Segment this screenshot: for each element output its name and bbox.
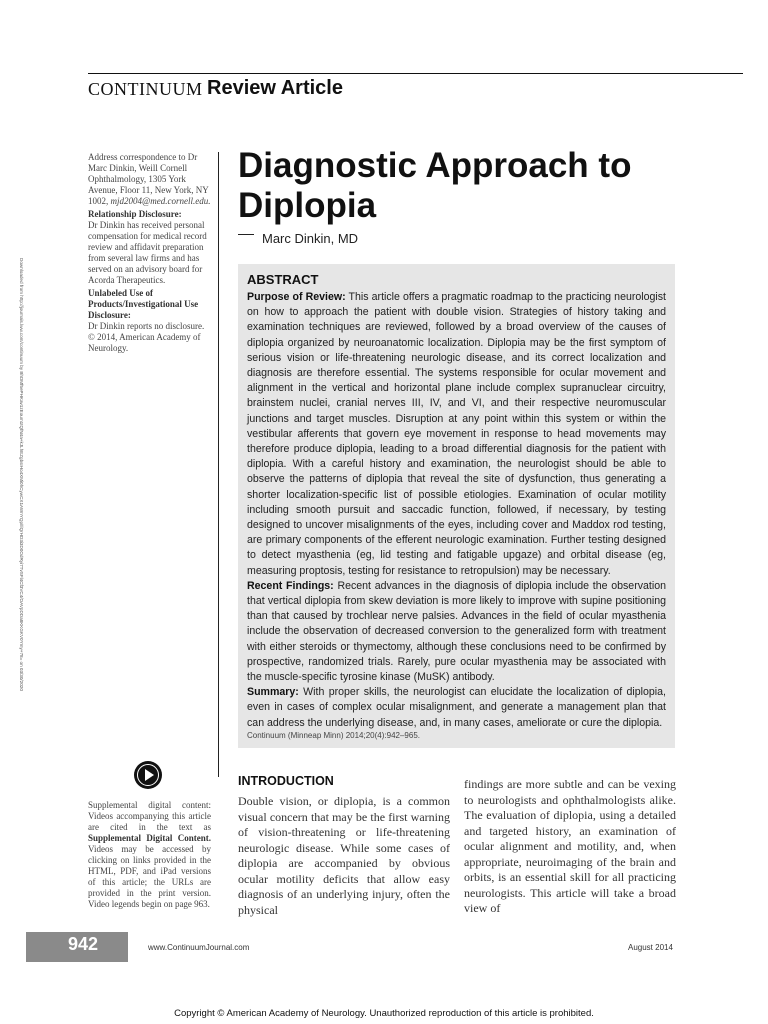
correspondence-text: Address correspondence to Dr Marc Dinkin, Weill Cornell Ophthalmology, 1305 York Avenue, Floor 11, New York, NY 1002, [88, 152, 209, 206]
article-title: Diagnostic Approach to Diplopia [238, 146, 632, 225]
journal-brand: CONTINUUM [88, 79, 203, 99]
citation: Continuum (Minneap Minn) 2014;20(4):942–965. [247, 731, 420, 740]
copyright-notice: Copyright © American Academy of Neurology. Unauthorized reproduction of this article is prohibited. [174, 1008, 594, 1019]
abstract-heading: ABSTRACT [247, 272, 319, 287]
sidebar-copyright: © 2014, American Academy of Neurology. [88, 332, 201, 353]
article-author: Marc Dinkin, MD [262, 231, 359, 246]
relationship-label: Relationship Disclosure: [88, 209, 182, 219]
supplemental-bold: Supplemental Digital Content. [88, 833, 211, 843]
column-divider [218, 152, 219, 777]
download-notice: Downloaded from http://journals.lww.com/continuum by BhDMf5ePHKav1zEoum1tQfN4a+kJLhEZgbsIHo4XMi0hCywCX1AWnYQp/IlQrHD3i3D0OdRyi7TvSFl4Cf3VC4/OAVpDDa8KKGKV0Ymy+78= on 03/30/2020 [19, 258, 24, 691]
intro-column-2: findings are more subtle and can be vexing to neurologists and ophthalmologists alike. The evaluation of diplopia, using a detailed and targeted history, an examination of ocular alignment and motility, and, when appropriate, neuroimaging of the brain and orbits, is an essential skill for all practicing neurologists. This article will take a broad view of [464, 777, 676, 915]
unlabeled-use-text: Dr Dinkin reports no disclosure. [88, 321, 205, 331]
journal-url[interactable]: www.ContinuumJournal.com [148, 943, 250, 952]
relationship-text: Dr Dinkin has received personal compensation for medical record review and affidavit preparation from several law firms and has served on an advisory board for Acorda Therapeutics. [88, 220, 207, 285]
purpose-text: This article offers a pragmatic roadmap to the practicing neurologist on how to approach the patient with double vision. Strategies of history taking and examination techniques are reviewed, followed by a broad overview of the causes of diplopia organized by neuroanatomic localization. Diplopia may be the first symptom of serious vision or life-threatening neurologic disease, and its correct localization and diagnosis are therefore essential. The systems responsible for ocular movement and alignment in the vertical and horizontal plane include complex supranuclear circuitry, brainstem nuclei, cranial nerves III, IV, and VI, and their respective neuromuscular junctions and target muscles. Disruption at any point within this system or within the vestibular afferents that govern eye movement in response to head movements may therefore produce diplopia, leading to a broad differential diagnosis for the patient with diplopia. With a careful history and examination, the neurologist should be able to observe the patterns of diplopia that reveal the site of dysfunction, thus generating a shorter localization-specific list of possible etiologies. Examination of ocular motility including smooth pursuit and saccadic function, followed, if necessary, by testing designed to uncover misalignments of the eyes, including cover and Maddox rod testing, are primary components of the efferent neurologic examination. Further testing designed to detect myasthenia (eg, lid testing and fatigable upgaze) and orbital disease (eg, measuring proptosis, testing for resistance to retropulsion) may be necessary. [247, 291, 667, 577]
issue-date: August 2014 [628, 943, 673, 952]
unlabeled-use-label: Unlabeled Use of Products/Investigational Use Disclosure: [88, 288, 199, 320]
introduction-heading: INTRODUCTION [238, 774, 334, 788]
video-play-icon[interactable] [134, 761, 162, 789]
supplemental-note: Supplemental digital content: Videos accompanying this article are cited in the text as Supplemental Digital Content. Videos may be accessed by clicking on links provided in the HTML, PDF, and iPad versions of this article; the URLs are provided in the print version. Video legends begin on page 963. [88, 800, 211, 909]
purpose-label: Purpose of Review: [247, 291, 346, 303]
header-rule [88, 73, 743, 74]
findings-text: Recent advances in the diagnosis of diplopia include the observation that vertical diplopia from skew deviation is more likely to improve with supine positioning than that caused by trochlear nerve palsies. Advances in the field of ocular myasthenia include the observation of decreased conversion to the generalized form with treatment with either steroids or thymectomy, although these conclusions need to be confirmed by prospective, randomized trials. Rarely, pure ocular myasthenia may be associated with the muscle-specific tyrosine kinase (MuSK) antibody. [247, 579, 666, 684]
findings-label: Recent Findings: [247, 579, 334, 592]
correspondence-email[interactable]: mjd2004@med.cornell.edu. [110, 196, 211, 206]
abstract-body [247, 290, 666, 731]
intro-column-1: Double vision, or diplopia, is a common visual concern that may be the first warning of vision-threatening or life-threatening neurologic disease. While some cases of diplopia are accompanied by obvious ocular motility deficits that allow easy diagnosis of an underlying injury, often the physical [238, 794, 450, 917]
author-rule [238, 234, 254, 235]
page-number: 942 [68, 934, 99, 954]
summary-label: Summary: [247, 686, 299, 699]
sidebar-notes [88, 152, 212, 356]
summary-text: With proper skills, the neurologist can elucidate the localization of diplopia, even in cases of complex ocular misalignment, and generate a management plan that can address the underlying disease, and, in many cases, ameliorate or cure the diplopia. [247, 686, 666, 729]
article-type: Review Article [207, 77, 343, 99]
